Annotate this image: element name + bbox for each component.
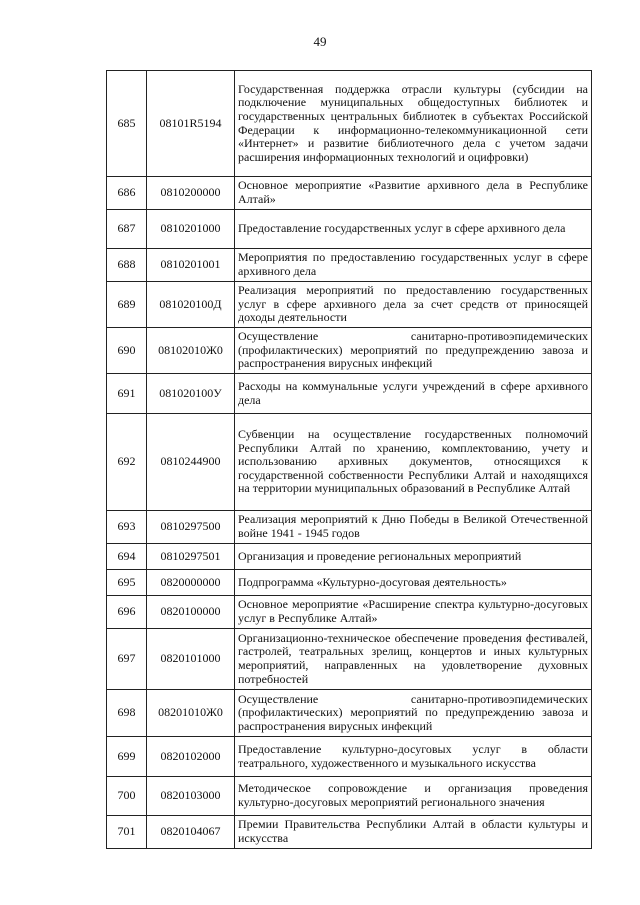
row-number: 694: [107, 544, 147, 570]
row-number: 698: [107, 690, 147, 737]
table-row: [107, 177, 592, 210]
row-code: 08102010Ж0: [147, 328, 235, 374]
row-number: 685: [107, 71, 147, 177]
row-description: Премии Правительства Республики Алтай в области культуры и искусства: [235, 816, 592, 849]
row-description: Субвенции на осуществление государственных полномочий Республики Алтай по хранению, комплектованию, учету и использованию архивных документов, относящихся к государственной собственности Республики Алтай и находящихся на территории муниципальных образований в Республике Алтай: [235, 414, 592, 511]
row-number: 693: [107, 511, 147, 544]
row-code: 0820100000: [147, 596, 235, 629]
row-description: Основное мероприятие «Расширение спектра культурно-досуговых услуг в Республике Алтай»: [235, 596, 592, 629]
table-row: [107, 328, 592, 374]
row-number: 691: [107, 374, 147, 414]
table-row: [107, 570, 592, 596]
row-number: 692: [107, 414, 147, 511]
row-number: 695: [107, 570, 147, 596]
table-row: [107, 690, 592, 737]
row-code: 08201010Ж0: [147, 690, 235, 737]
table-body: [107, 71, 592, 849]
row-code: 0810297501: [147, 544, 235, 570]
row-code: 0820103000: [147, 777, 235, 816]
row-description: Реализация мероприятий по предоставлению государственных услуг в сфере архивного дела за счет средств от приносящей доходы деятельности: [235, 282, 592, 328]
row-description: Предоставление государственных услуг в сфере архивного дела: [235, 210, 592, 249]
row-number: 701: [107, 816, 147, 849]
table-row: [107, 737, 592, 777]
row-code: 08101R5194: [147, 71, 235, 177]
row-code: 0820104067: [147, 816, 235, 849]
row-code: 0810244900: [147, 414, 235, 511]
row-description: Организация и проведение региональных мероприятий: [235, 544, 592, 570]
row-number: 700: [107, 777, 147, 816]
row-number: 686: [107, 177, 147, 210]
budget-codes-table: [106, 70, 592, 849]
table-row: [107, 816, 592, 849]
row-code: 0820101000: [147, 629, 235, 690]
row-description: Государственная поддержка отрасли культуры (субсидии на подключение муниципальных общедоступных библиотек и государственных центральных библиотек в субъектах Российской Федерации к информационно-телекоммуникационной сети «Интернет» и развитие библиотечного дела с учетом задачи расширения информационных технологий и оцифровки): [235, 71, 592, 177]
row-code: 081020100Д: [147, 282, 235, 328]
page-number: 49: [313, 34, 327, 49]
table-row: [107, 71, 592, 177]
row-number: 687: [107, 210, 147, 249]
row-description: Реализация мероприятий к Дню Победы в Великой Отечественной войне 1941 - 1945 годов: [235, 511, 592, 544]
table-row: [107, 511, 592, 544]
table-row: [107, 777, 592, 816]
table-row: [107, 374, 592, 414]
row-description: Подпрограмма «Культурно-досуговая деятельность»: [235, 570, 592, 596]
table-row: [107, 282, 592, 328]
row-code: 0820102000: [147, 737, 235, 777]
row-number: 697: [107, 629, 147, 690]
row-description: Методическое сопровождение и организация проведения культурно-досуговых мероприятий регионального значения: [235, 777, 592, 816]
table-row: [107, 249, 592, 282]
table-row: [107, 414, 592, 511]
row-code: 0810297500: [147, 511, 235, 544]
row-number: 696: [107, 596, 147, 629]
row-number: 699: [107, 737, 147, 777]
table-row: [107, 629, 592, 690]
row-description: Организационно-техническое обеспечение проведения фестивалей, гастролей, театральных зрелищ, концертов и иных культурных мероприятий, направленных на удовлетворение духовных потребностей: [235, 629, 592, 690]
row-description: Расходы на коммунальные услуги учреждений в сфере архивного дела: [235, 374, 592, 414]
row-code: 0810201000: [147, 210, 235, 249]
row-description: Мероприятия по предоставлению государственных услуг в сфере архивного дела: [235, 249, 592, 282]
table-row: [107, 210, 592, 249]
row-number: 688: [107, 249, 147, 282]
row-number: 690: [107, 328, 147, 374]
row-description: Предоставление культурно-досуговых услуг в области театрального, художественного и музыкального искусства: [235, 737, 592, 777]
row-code: 0810200000: [147, 177, 235, 210]
row-code: 081020100У: [147, 374, 235, 414]
table-row: [107, 596, 592, 629]
row-code: 0820000000: [147, 570, 235, 596]
table-row: [107, 544, 592, 570]
row-number: 689: [107, 282, 147, 328]
row-description: Основное мероприятие «Развитие архивного дела в Республике Алтай»: [235, 177, 592, 210]
row-description: Осуществление санитарно-противоэпидемических (профилактических) мероприятий по предупреждению завоза и распространения вирусных инфекций: [235, 328, 592, 374]
row-description: Осуществление санитарно-противоэпидемических (профилактических) мероприятий по предупреждению завоза и распространения вирусных инфекций: [235, 690, 592, 737]
row-code: 0810201001: [147, 249, 235, 282]
